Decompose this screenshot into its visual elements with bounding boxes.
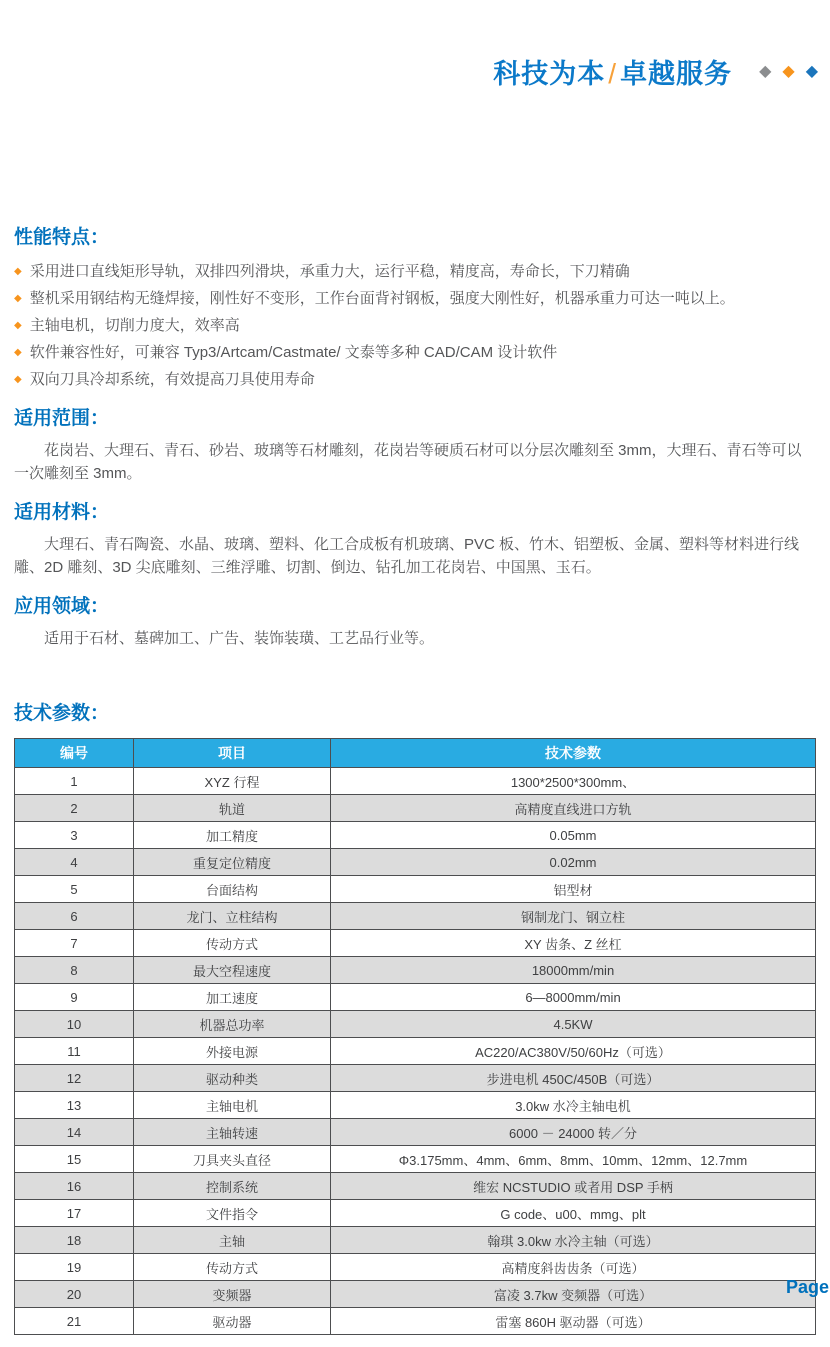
cell-item: 轨道 (134, 795, 331, 822)
feature-bullet-text: 主轴电机，切削力度大，效率高 (29, 317, 240, 334)
cell-value: G code、u00、mmg、plt (331, 1200, 816, 1227)
scope-paragraph: 花岗岩、大理石、青石、砂岩、玻璃等石材雕刻，花岗岩等硬质石材可以分层次雕刻至 3mm，大理石、青石等可以一次雕刻至 3mm。 (14, 442, 802, 482)
cell-number: 16 (15, 1173, 134, 1200)
cell-number: 17 (15, 1200, 134, 1227)
cell-item: 变频器 (134, 1281, 331, 1308)
page-footer-label: Page (785, 1277, 829, 1297)
cell-value: 翰琪 3.0kw 水冷主轴（可选） (331, 1227, 816, 1254)
table-row (15, 849, 816, 876)
feature-bullet-text: 软件兼容性好，可兼容 Typ3/Artcam/Castmate/ 文泰等多种 CAD/CAM 设计软件 (29, 344, 558, 361)
feature-bullet-text: 采用进口直线矩形导轨，双排四列滑块，承重力大，运行平稳，精度高，寿命长，下刀精确 (29, 263, 630, 280)
cell-number: 14 (15, 1119, 134, 1146)
cell-item: 重复定位精度 (134, 849, 331, 876)
cell-value: 钢制龙门、钢立柱 (331, 903, 816, 930)
table-row (15, 795, 816, 822)
orange-diamond-icon: ◆ (782, 62, 795, 80)
cell-value: AC220/AC380V/50/60Hz（可选） (331, 1038, 816, 1065)
feature-bullet (14, 312, 816, 339)
cell-number: 18 (15, 1227, 134, 1254)
cell-number: 2 (15, 795, 134, 822)
diamond-bullet-icon: ◆ (14, 293, 22, 304)
cell-number: 19 (15, 1254, 134, 1281)
spec-table-header-cell: 编号 (15, 739, 134, 768)
spec-table-header-cell: 项目 (134, 739, 331, 768)
feature-bullet (14, 339, 816, 366)
cell-value: 高精度斜齿齿条（可选） (331, 1254, 816, 1281)
cell-item: 主轴 (134, 1227, 331, 1254)
spec-table-head (15, 739, 816, 768)
blue-diamond-icon: ◆ (805, 62, 818, 80)
cell-item: 机器总功率 (134, 1011, 331, 1038)
cell-value: 铝型材 (331, 876, 816, 903)
cell-number: 10 (15, 1011, 134, 1038)
table-row (15, 1119, 816, 1146)
cell-item: 文件指令 (134, 1200, 331, 1227)
table-row (15, 984, 816, 1011)
cell-value: 雷塞 860H 驱动器（可选） (331, 1308, 816, 1335)
diamond-bullet-icon: ◆ (14, 347, 22, 358)
cell-value: 1300*2500*300mm、 (331, 768, 816, 795)
table-row (15, 957, 816, 984)
page-title (493, 52, 732, 91)
table-row (15, 1038, 816, 1065)
cell-item: 控制系统 (134, 1173, 331, 1200)
table-row (15, 822, 816, 849)
section-title-performance: 性能特点： (14, 227, 110, 248)
cell-item: 主轴转速 (134, 1119, 331, 1146)
cell-value: 3.0kw 水冷主轴电机 (331, 1092, 816, 1119)
table-row (15, 1146, 816, 1173)
cell-value: 步进电机 450C/450B（可选） (331, 1065, 816, 1092)
slogan-sub: 卓越服务 (620, 59, 733, 89)
cell-item: 驱动器 (134, 1308, 331, 1335)
cell-number: 13 (15, 1092, 134, 1119)
slogan-main: 科技为本 (493, 59, 606, 89)
table-row (15, 1227, 816, 1254)
cell-item: 传动方式 (134, 930, 331, 957)
table-row (15, 903, 816, 930)
diamond-bullet-icon: ◆ (14, 374, 22, 385)
cell-value: 0.05mm (331, 822, 816, 849)
cell-number: 8 (15, 957, 134, 984)
feature-bullet (14, 366, 816, 393)
cell-number: 21 (15, 1308, 134, 1335)
materials-paragraph: 大理石、青石陶瓷、水晶、玻璃、塑料、化工合成板有机玻璃、PVC 板、竹木、铝塑板、金属、塑料等材料进行线雕、2D 雕刻、3D 尖底雕刻、三维浮雕、切割、倒边、钻孔加工花岗岩、中国黑、玉石。 (14, 536, 800, 576)
cell-number: 7 (15, 930, 134, 957)
table-row (15, 876, 816, 903)
feature-bullet (14, 258, 816, 285)
cell-value: 4.5KW (331, 1011, 816, 1038)
cell-number: 4 (15, 849, 134, 876)
applications-paragraph: 适用于石材、墓碑加工、广告、装饰装璜、工艺品行业等。 (44, 630, 435, 647)
diamond-bullet-icon: ◆ (14, 266, 22, 277)
cell-item: 驱动种类 (134, 1065, 331, 1092)
table-row (15, 930, 816, 957)
main-content (14, 226, 816, 1335)
cell-item: 加工精度 (134, 822, 331, 849)
table-row (15, 1011, 816, 1038)
spec-table-header-cell: 技术参数 (331, 739, 816, 768)
cell-item: 刀具夹头直径 (134, 1146, 331, 1173)
table-row (15, 1200, 816, 1227)
cell-value: 0.02mm (331, 849, 816, 876)
spec-table-body (15, 768, 816, 1335)
cell-value: 维宏 NCSTUDIO 或者用 DSP 手柄 (331, 1173, 816, 1200)
gray-diamond-icon: ◆ (759, 62, 772, 80)
cell-value: 6—8000mm/min (331, 984, 816, 1011)
cell-number: 11 (15, 1038, 134, 1065)
cell-value: XY 齿条、Z 丝杠 (331, 930, 816, 957)
section-title-scope: 适用范围： (14, 408, 110, 429)
section-title-applications: 应用领域： (14, 596, 110, 617)
feature-bullet (14, 285, 816, 312)
cell-number: 5 (15, 876, 134, 903)
cell-number: 12 (15, 1065, 134, 1092)
table-row (15, 1092, 816, 1119)
table-row (15, 768, 816, 795)
diamond-bullet-icon: ◆ (14, 320, 22, 331)
header-slogan-row (493, 52, 818, 91)
cell-value: 6000 － 24000 转／分 (331, 1119, 816, 1146)
cell-value: 高精度直线进口方轨 (331, 795, 816, 822)
cell-item: XYZ 行程 (134, 768, 331, 795)
spacer (14, 666, 816, 702)
cell-item: 外接电源 (134, 1038, 331, 1065)
table-row (15, 1308, 816, 1335)
cell-item: 最大空程速度 (134, 957, 331, 984)
spec-table (14, 738, 816, 1335)
table-row (15, 1281, 816, 1308)
cell-item: 加工速度 (134, 984, 331, 1011)
cell-item: 传动方式 (134, 1254, 331, 1281)
cell-item: 龙门、立柱结构 (134, 903, 331, 930)
feature-bullet-text: 双向刀具冷却系统，有效提高刀具使用寿命 (29, 371, 315, 388)
cell-number: 6 (15, 903, 134, 930)
cell-number: 20 (15, 1281, 134, 1308)
table-row (15, 1254, 816, 1281)
slogan-slash: / (608, 58, 618, 89)
table-row (15, 1065, 816, 1092)
cell-value: 富凌 3.7kw 变频器（可选） (331, 1281, 816, 1308)
cell-item: 主轴电机 (134, 1092, 331, 1119)
performance-bullet-list (14, 258, 816, 393)
cell-item: 台面结构 (134, 876, 331, 903)
cell-value: 18000mm/min (331, 957, 816, 984)
cell-number: 1 (15, 768, 134, 795)
cell-number: 3 (15, 822, 134, 849)
section-title-tech-params: 技术参数： (14, 703, 110, 724)
section-title-materials: 适用材料： (14, 502, 110, 523)
table-row (15, 1173, 816, 1200)
spec-table-header-row (15, 739, 816, 768)
feature-bullet-text: 整机采用钢结构无缝焊接，刚性好不变形，工作台面背衬钢板，强度大刚性好，机器承重力可达一吨以上。 (29, 290, 735, 307)
cell-number: 9 (15, 984, 134, 1011)
cell-number: 15 (15, 1146, 134, 1173)
cell-value: Φ3.175mm、4mm、6mm、8mm、10mm、12mm、12.7mm (331, 1146, 816, 1173)
header-diamond-icons (748, 64, 818, 80)
